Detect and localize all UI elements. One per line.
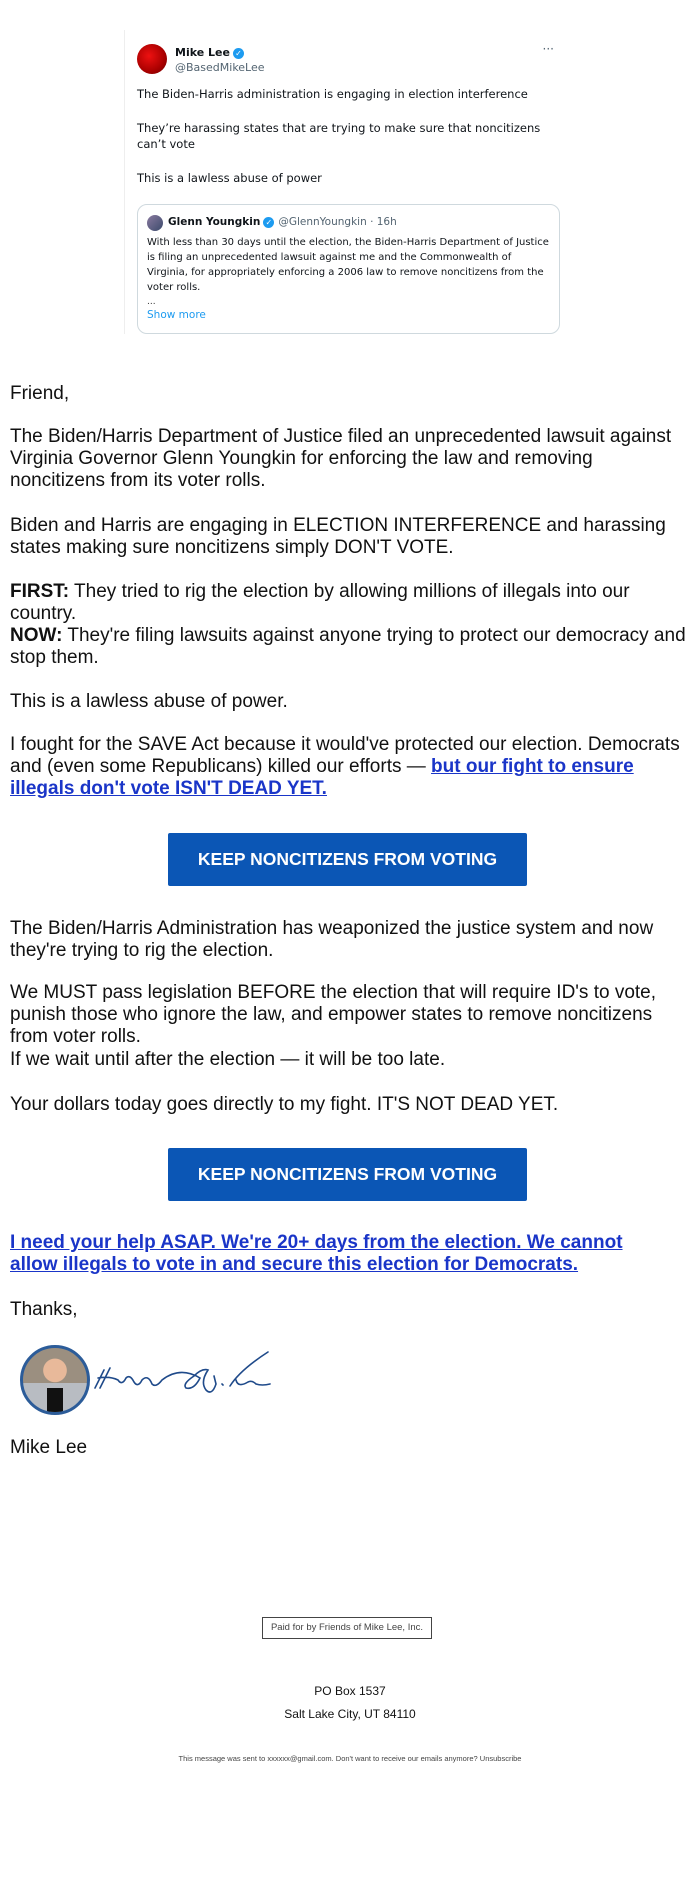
quote-ellipsis: ... — [147, 297, 156, 307]
first-paragraph: FIRST: They tried to rig the election by allowing millions of illegals into our country. — [10, 581, 630, 624]
tweet-author-name: Mike Lee ✓ — [175, 46, 244, 59]
not-dead-yet-link[interactable]: but our fight to ensure illegals don't vote ISN'T DEAD YET. — [10, 756, 634, 799]
paid-for-disclaimer: Paid for by Friends of Mike Lee, Inc. — [262, 1617, 432, 1639]
body-paragraph: If we wait until after the election — it will be too late. — [10, 1049, 446, 1070]
signoff: Thanks, — [10, 1299, 78, 1320]
body-paragraph: The Biden/Harris Administration has weaponized the justice system and now they're trying to rig the election. — [10, 918, 654, 961]
body-paragraph: Your dollars today goes directly to my fight. IT'S NOT DEAD YET. — [10, 1094, 559, 1115]
tweet-paragraph: This is a lawless abuse of power — [137, 171, 322, 185]
tweet-paragraph: They’re harassing states that are trying to make sure that noncitizens can’t vote — [137, 121, 541, 151]
body-paragraph: This is a lawless abuse of power. — [10, 691, 288, 712]
help-asap-paragraph — [10, 1232, 650, 1276]
address-line-1: PO Box 1537 — [314, 1684, 386, 1698]
save-act-paragraph: I fought for the SAVE Act because it would've protected our election. Democrats and (even some Republicans) killed our efforts — but our fight to ensure illegals don't vote ISN'T DEAD YET. — [10, 734, 680, 799]
tweet-text — [137, 86, 557, 204]
quote-header: Glenn Youngkin ✓ @GlennYoungkin · 16h — [168, 216, 397, 228]
quoted-tweet[interactable] — [137, 204, 560, 334]
body-paragraph: The Biden/Harris Department of Justice filed an unprecedented lawsuit against Virginia Governor Glenn Youngkin for enforcing the law and removing noncitizens from its voter rolls. — [10, 426, 672, 491]
signature-name: Mike Lee — [10, 1437, 88, 1458]
footer-message: This message was sent to xxxxxx@gmail.com. Don't want to receive our emails anymore? Unsubscribe — [178, 1754, 522, 1763]
greeting: Friend, — [10, 383, 70, 404]
quote-text: With less than 30 days until the election, the Biden-Harris Department of Justice is filing an unprecedented lawsuit against me and the Commonwealth of Virginia, for appropriately enforcing a 2006 law to remove noncitizens from the voter rolls. — [147, 237, 549, 293]
embedded-tweet[interactable] — [124, 30, 568, 334]
signature-image — [90, 1340, 275, 1410]
body-paragraph: We MUST pass legislation BEFORE the election that will require ID's to vote, punish those who ignore the law, and empower states to remove noncitizens from voter rolls. — [10, 982, 657, 1047]
help-asap-link[interactable]: I need your help ASAP. We're 20+ days from the election. We cannot allow illegals to vote in and secure this election for Democrats. — [10, 1232, 623, 1275]
tweet-author-handle: @BasedMikeLee — [175, 61, 265, 74]
verified-badge-icon: ✓ — [233, 48, 244, 59]
body-paragraph: Biden and Harris are engaging in ELECTION INTERFERENCE and harassing states making sure noncitizens simply DON'T VOTE. — [10, 515, 666, 558]
tweet-paragraph: The Biden-Harris administration is engaging in election interference — [137, 87, 528, 101]
donate-button[interactable]: KEEP NONCITIZENS FROM VOTING — [168, 833, 527, 886]
mike-lee-photo — [20, 1345, 90, 1415]
unsubscribe-link[interactable]: Unsubscribe — [479, 1754, 522, 1763]
quote-author-avatar — [147, 215, 163, 231]
ellipsis-icon[interactable]: ··· — [542, 42, 554, 56]
author-avatar — [137, 44, 167, 74]
show-more-link[interactable]: Show more — [147, 309, 206, 321]
address-line-2: Salt Lake City, UT 84110 — [284, 1707, 416, 1721]
donate-button-2[interactable]: KEEP NONCITIZENS FROM VOTING — [168, 1148, 527, 1201]
verified-badge-icon: ✓ — [263, 217, 274, 228]
now-paragraph: NOW: They're filing lawsuits against anyone trying to protect our democracy and stop them. — [10, 625, 686, 668]
